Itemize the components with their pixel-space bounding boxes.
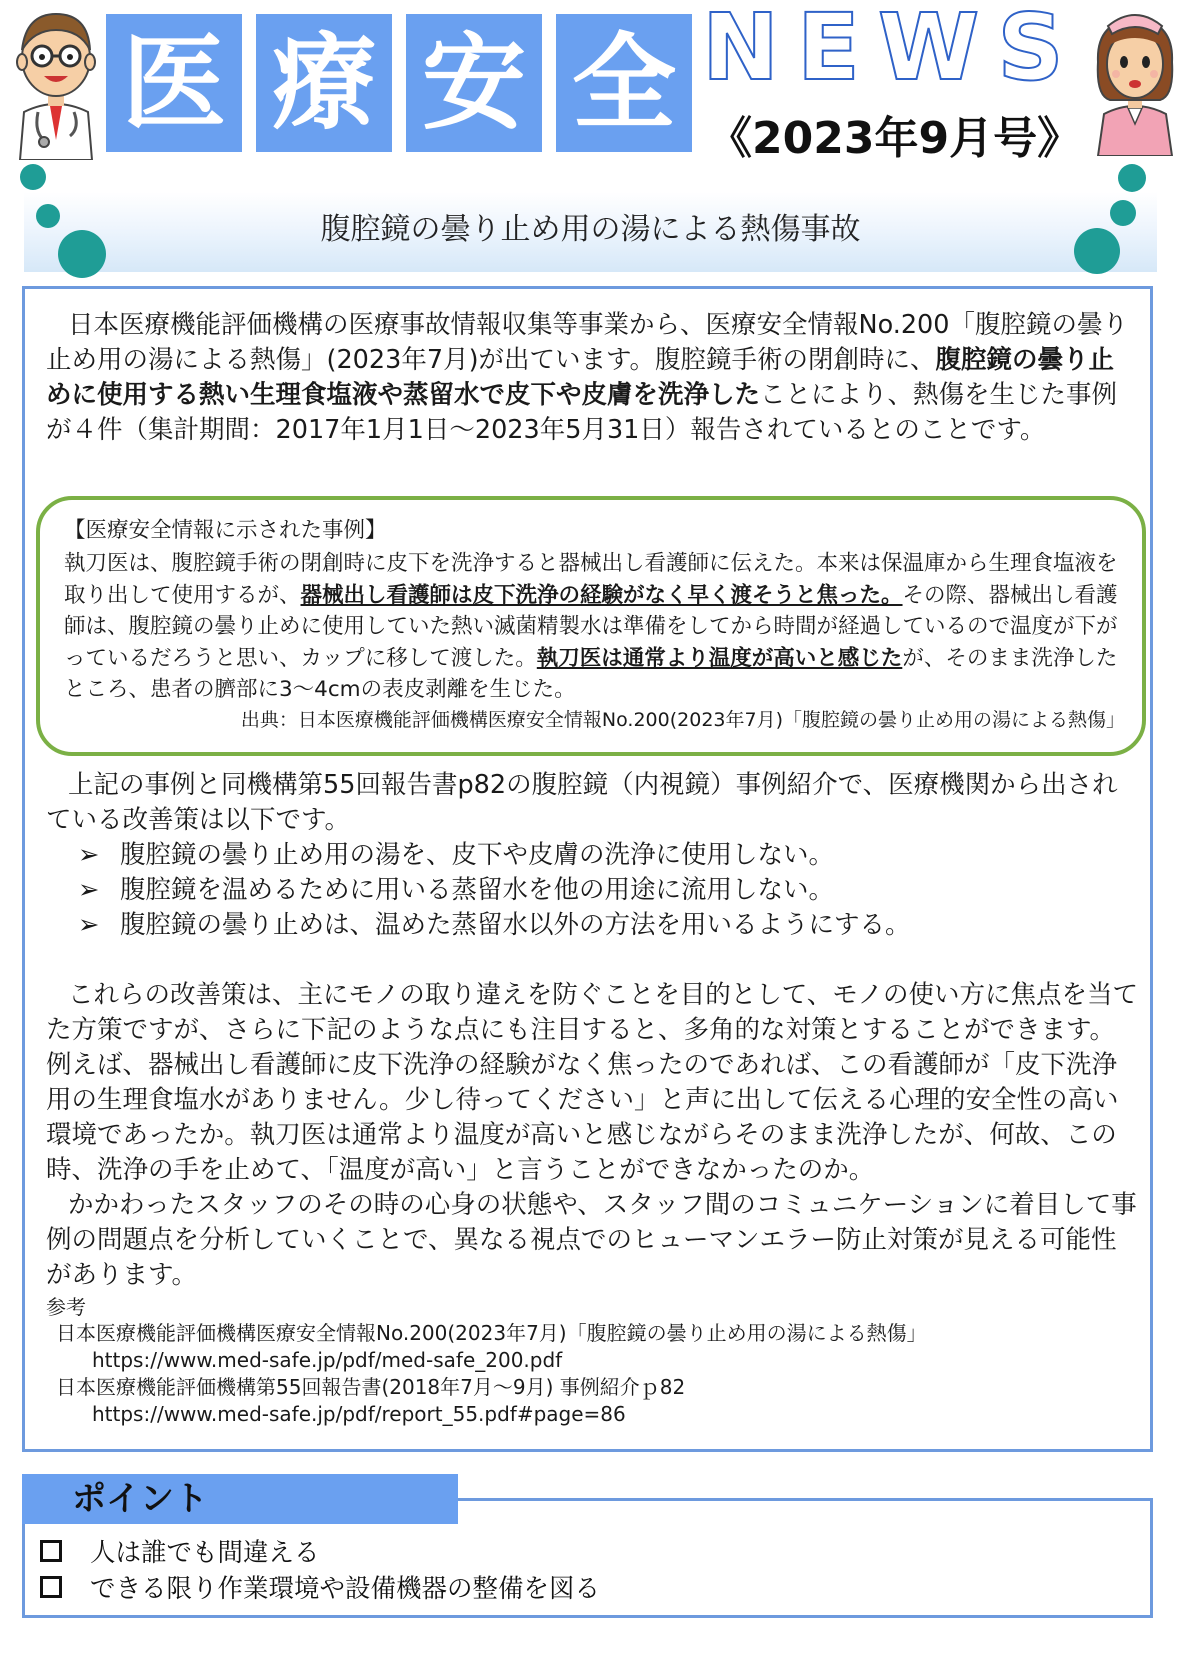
intro-paragraph bbox=[46, 308, 1138, 448]
case-text-2: その際、器械出し看護師は、腹腔鏡の曇り止めに使用していた熱い滅菌精製水は準備をしてから時間が経過しているので温度が下がっているだろうと思い、カップに移して渡した。 bbox=[64, 582, 1118, 671]
improvement-text: 腹腔鏡の曇り止めは、温めた蒸留水以外の方法を用いるようにする。 bbox=[120, 910, 911, 940]
reference-link[interactable]: https://www.med-safe.jp/pdf/report_55.pdf#page=86 bbox=[92, 1402, 626, 1426]
reference-link[interactable]: https://www.med-safe.jp/pdf/med-safe_200.pdf bbox=[92, 1348, 563, 1372]
intro-text-1: 日本医療機能評価機構の医療事故情報収集等事業から、医療安全情報No.200「腹腔鏡の曇り止め用の湯による熱傷」(2023年7月)が出ています。腹腔鏡手術の閉創時に、 bbox=[46, 310, 1129, 375]
case-underline-1: 器械出し看護師は皮下洗浄の経験がなく早く渡そうと焦った。 bbox=[300, 582, 903, 608]
news-heading: NEWS bbox=[702, 0, 1082, 101]
point-item bbox=[40, 1536, 320, 1570]
case-body bbox=[64, 548, 1122, 706]
case-underline-2: 執刀医は通常より温度が高いと感じた bbox=[536, 645, 903, 671]
checkbox-icon bbox=[40, 1576, 62, 1598]
case-source: 出典：日本医療機能評価機構医療安全情報No.200(2023年7月)「腹腔鏡の曇り止め用の湯による熱傷」 bbox=[240, 709, 1125, 731]
point-text: できる限り作業環境や設備機器の整備を図る bbox=[90, 1574, 601, 1604]
decor-dot bbox=[20, 164, 46, 190]
improvement-text: 腹腔鏡の曇り止め用の湯を、皮下や皮膚の洗浄に使用しない。 bbox=[120, 840, 835, 870]
discussion-paragraph-1: これらの改善策は、主にモノの取り違えを防ぐことを目的として、モノの使い方に焦点を当てた方策ですが、さらに下記のような点にも注目すると、多角的な対策とすることができます。 bbox=[46, 980, 1138, 1045]
point-text: 人は誰でも間違える bbox=[90, 1538, 320, 1568]
title-char-4: 全 bbox=[556, 14, 692, 152]
title-char-3: 安 bbox=[406, 14, 542, 152]
arrow-bullet-icon: ➢ bbox=[78, 910, 100, 940]
improvement-item bbox=[78, 908, 911, 943]
point-heading: ポイント bbox=[72, 1479, 208, 1519]
discussion-paragraph-3: かかわったスタッフのその時の心身の状態や、スタッフ間のコミュニケーションに着目して事例の問題点を分析していくことで、異なる視点でのヒューマンエラー防止対策が見える可能性があります。 bbox=[46, 1190, 1137, 1290]
discussion-paragraph-2: 例えば、器械出し看護師に皮下洗浄の経験がなく焦ったのであれば、この看護師が「皮下洗浄用の生理食塩水がありません。少し待ってください」と声に出して伝える心理的安全性の高い環境であったか。執刀医は通常より温度が高いと感じながらそのまま洗浄したが、何故、この時、洗浄の手を止めて、「温度が高い」と言うことができなかったのか。 bbox=[46, 1050, 1119, 1185]
article-subtitle: 腹腔鏡の曇り止め用の湯による熱傷事故 bbox=[320, 212, 861, 247]
case-heading: 【医療安全情報に示された事例】 bbox=[64, 518, 387, 543]
point-item bbox=[40, 1572, 600, 1606]
arrow-bullet-icon: ➢ bbox=[78, 875, 100, 905]
nurse-illustration bbox=[1090, 0, 1180, 156]
improvement-item bbox=[78, 873, 834, 908]
improvement-text: 腹腔鏡を温めるために用いる蒸留水を他の用途に流用しない。 bbox=[120, 875, 835, 905]
arrow-bullet-icon: ➢ bbox=[78, 840, 100, 870]
references-label: 参考 bbox=[46, 1295, 86, 1319]
case-text-1: 執刀医は、腹腔鏡手術の閉創時に皮下を洗浄すると器械出し看護師に伝えた。本来は保温庫から生理食塩液を取り出して使用するが、 bbox=[64, 551, 1118, 608]
intro-text-2: ことにより、熱傷を生じた事例が４件（集計期間：2017年1月1日〜2023年5月31日）報告されているとのことです。 bbox=[46, 380, 1118, 445]
checkbox-icon bbox=[40, 1540, 62, 1562]
case-text-3: が、そのまま洗浄したところ、患者の臍部に3〜4cmの表皮剥離を生じた。 bbox=[64, 645, 1118, 702]
improvement-item bbox=[78, 838, 834, 873]
intro-bold: 腹腔鏡の曇り止めに使用する熱い生理食塩液や蒸留水で皮下や皮膚を洗浄した bbox=[46, 345, 1114, 410]
title-char-2: 療 bbox=[256, 14, 392, 152]
decor-dot bbox=[1118, 164, 1146, 192]
doctor-illustration bbox=[8, 0, 104, 160]
reference-title: 日本医療機能評価機構第55回報告書(2018年7月〜9月) 事例紹介ｐ82 bbox=[56, 1375, 686, 1399]
reference-title: 日本医療機能評価機構医療安全情報No.200(2023年7月)「腹腔鏡の曇り止め用の湯による熱傷」 bbox=[56, 1321, 927, 1345]
issue-date: 《2023年9月号》 bbox=[708, 113, 1082, 164]
improvements-intro: 上記の事例と同機構第55回報告書p82の腹腔鏡（内視鏡）事例紹介で、医療機関から出されている改善策は以下です。 bbox=[46, 770, 1118, 835]
title-char-1: 医 bbox=[106, 14, 242, 152]
